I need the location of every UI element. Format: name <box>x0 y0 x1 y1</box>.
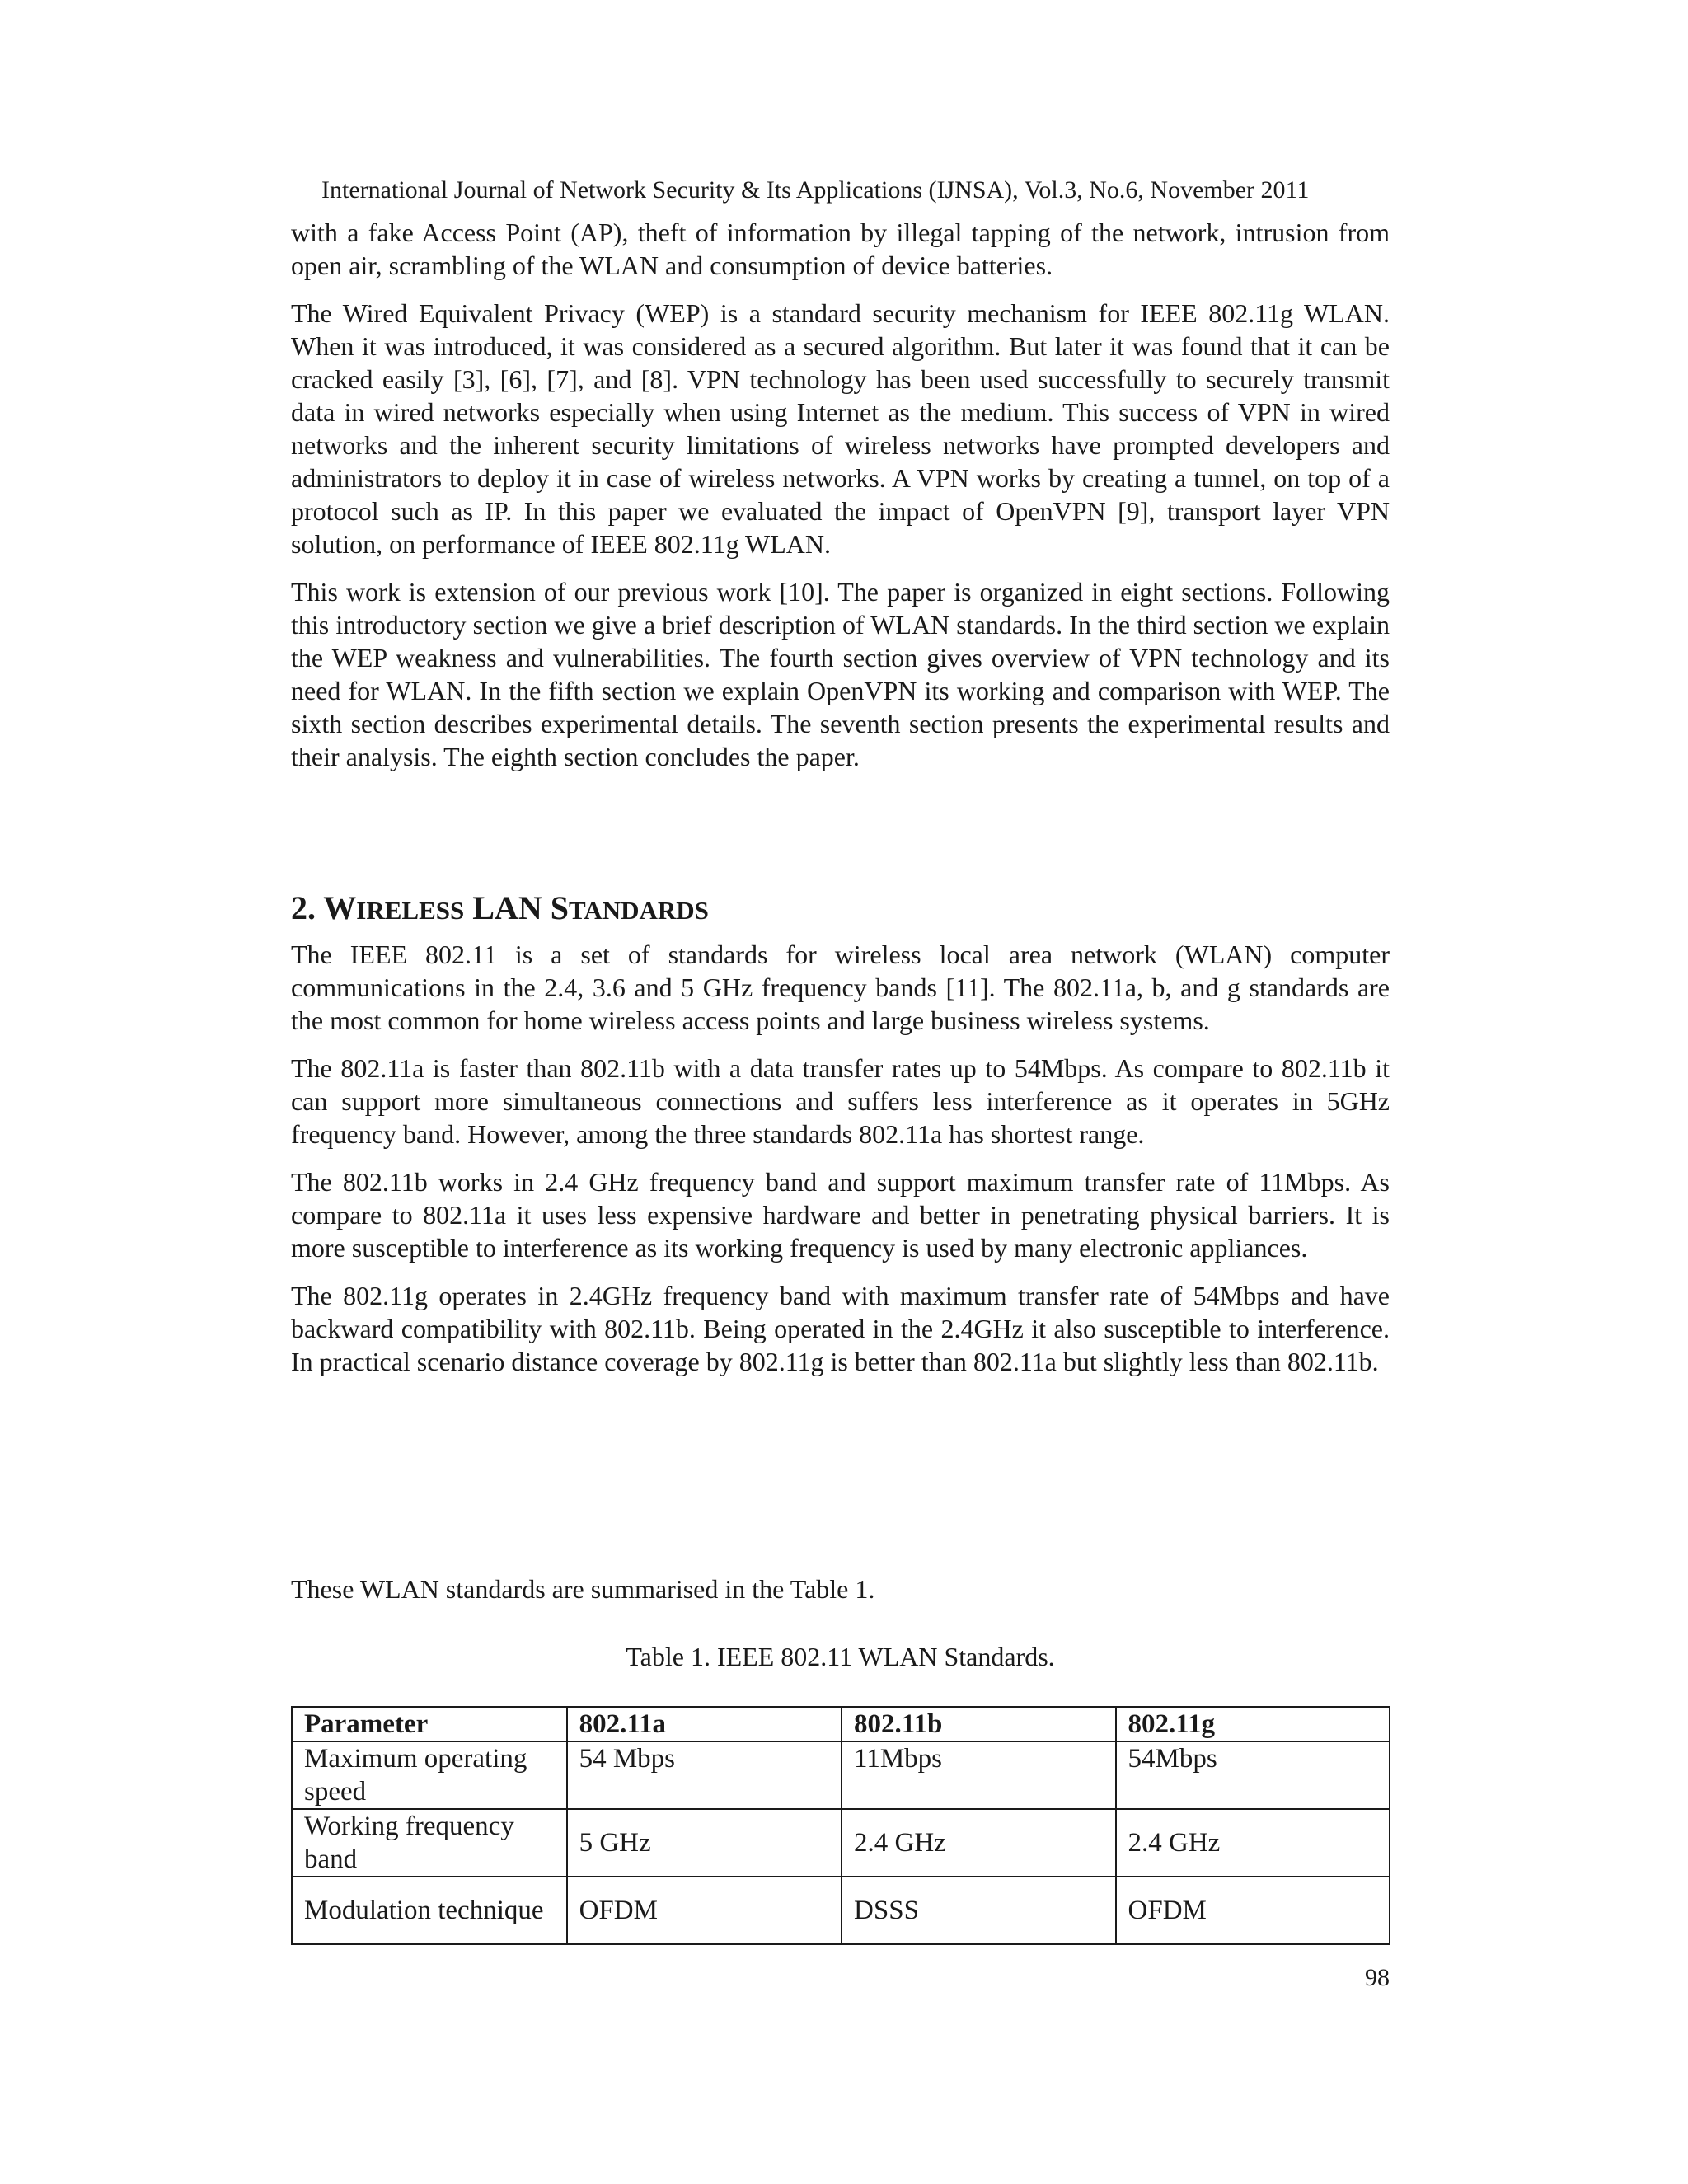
heading-word: STANDARDS <box>550 889 709 926</box>
table-cell: 5 GHz <box>567 1809 842 1877</box>
table-row <box>292 1809 1390 1877</box>
intro-section <box>291 216 1390 788</box>
table-row <box>292 1877 1390 1944</box>
table-header-row <box>292 1707 1390 1741</box>
table-cell: OFDM <box>1116 1877 1390 1944</box>
standards-table <box>291 1706 1390 1945</box>
section-heading <box>291 888 709 930</box>
heading-word: WIRELESS <box>323 889 465 926</box>
heading-word: LAN <box>472 889 542 926</box>
running-header: International Journal of Network Security & Its Applications (IJNSA), Vol.3, No.6, November 2011 <box>321 176 1310 204</box>
paragraph: The 802.11a is faster than 802.11b with a data transfer rates up to 54Mbps. As compare to 802.11b it can support more simultaneous connections and suffers less interference as it operates in 5GHz frequency band. However, among the three standards 802.11a has shortest range. <box>291 1053 1390 1149</box>
table-cell: 54 Mbps <box>567 1741 842 1809</box>
table-header-cell: 802.11a <box>567 1707 842 1741</box>
table-cell: 2.4 GHz <box>1116 1809 1390 1877</box>
table-caption: Table 1. IEEE 802.11 WLAN Standards. <box>626 1642 1055 1671</box>
table-intro-text <box>291 1572 1390 1620</box>
paragraph: The Wired Equivalent Privacy (WEP) is a standard security mechanism for IEEE 802.11g WLAN. When it was introduced, it was considered as a secured algorithm. But later it was found that it can be cracked easily [3], [6], [7], and [8]. VPN technology has been used successfully to securely transmit data in wired networks especially when using Internet as the medium. This success of VPN in wired networks and the inherent security limitations of wireless networks have prompted developers and administrators to deploy it in case of wireless networks. A VPN works by creating a tunnel, on top of a protocol such as IP. In this paper we evaluated the impact of OpenVPN [9], transport layer VPN solution, on performance of IEEE 802.11g WLAN. <box>291 298 1390 559</box>
table-cell: 2.4 GHz <box>842 1809 1115 1877</box>
paragraph: This work is extension of our previous work [10]. The paper is organized in eight sections. Following this introductory section we give a brief description of WLAN standards. In the third section we explain the WEP weakness and vulnerabilities. The fourth section gives overview of VPN technology and its need for WLAN. In the fifth section we explain OpenVPN its working and comparison with WEP. The sixth section describes experimental details. The seventh section presents the experimental results and their analysis. The eighth section concludes the paper. <box>291 577 1390 771</box>
paragraph: These WLAN standards are summarised in the Table 1. <box>291 1574 875 1604</box>
paragraph: The IEEE 802.11 is a set of standards for wireless local area network (WLAN) computer communications in the 2.4, 3.6 and 5 GHz frequency bands [11]. The 802.11a, b, and g standards are the most common for home wireless access points and large business wireless systems. <box>291 940 1390 1035</box>
table-cell: OFDM <box>567 1877 842 1944</box>
table-cell: 11Mbps <box>842 1741 1115 1809</box>
table-header-cell: 802.11b <box>842 1707 1115 1741</box>
table-header-cell: Parameter <box>292 1707 567 1741</box>
table-cell: Working frequency band <box>292 1809 567 1877</box>
paragraph: The 802.11g operates in 2.4GHz frequency band with maximum transfer rate of 54Mbps and have backward compatibility with 802.11b. Being operated in the 2.4GHz it also susceptible to interference. In practical scenario distance coverage by 802.11g is better than 802.11a but slightly less than 802.11b. <box>291 1281 1390 1376</box>
section-number: 2. <box>291 889 316 926</box>
table-cell: DSSS <box>842 1877 1115 1944</box>
paragraph: with a fake Access Point (AP), theft of information by illegal tapping of the network, intrusion from open air, scrambling of the WLAN and consumption of device batteries. <box>291 218 1390 280</box>
section-2-body <box>291 938 1390 1393</box>
table-cell: Modulation technique <box>292 1877 567 1944</box>
table-cell: 54Mbps <box>1116 1741 1390 1809</box>
table-header-cell: 802.11g <box>1116 1707 1390 1741</box>
table-row <box>292 1741 1390 1809</box>
page-number: 98 <box>1365 1964 1390 1991</box>
paragraph: The 802.11b works in 2.4 GHz frequency band and support maximum transfer rate of 11Mbps. As compare to 802.11a it uses less expensive hardware and better in penetrating physical barriers. It is more susceptible to interference as its working frequency is used by many electronic appliances. <box>291 1167 1390 1263</box>
table-cell: Maximum operating speed <box>292 1741 567 1809</box>
